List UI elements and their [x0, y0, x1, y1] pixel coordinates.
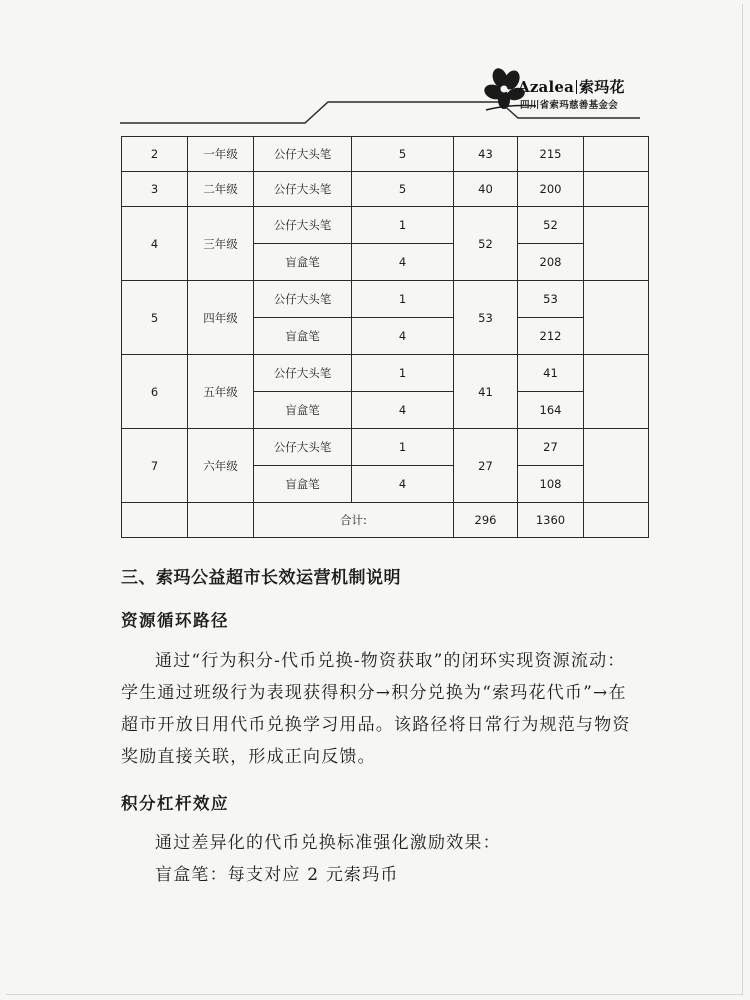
value-cell: 108	[518, 466, 584, 503]
grade-cell: 一年级	[188, 137, 254, 172]
section-heading: 三、索玛公益超市长效运营机制说明	[121, 568, 401, 588]
value-cell: 208	[518, 244, 584, 281]
value-cell: 164	[518, 392, 584, 429]
item-name-cell: 公仔大头笔	[254, 429, 352, 466]
item-name-cell: 公仔大头笔	[254, 355, 352, 392]
subheading-resource-cycle: 资源循环路径	[121, 611, 229, 630]
item-name-cell: 公仔大头笔	[254, 207, 352, 244]
empty-cell	[584, 503, 649, 538]
students-cell: 53	[454, 281, 518, 355]
quantity-cell: 1	[352, 281, 454, 318]
total-label: 合计:	[254, 503, 454, 538]
value-cell: 52	[518, 207, 584, 244]
students-cell: 41	[454, 355, 518, 429]
item-name-cell: 公仔大头笔	[254, 137, 352, 172]
row-number: 5	[122, 281, 188, 355]
paragraph-resource-cycle: 通过“行为积分-代币兑换-物资获取”的闭环实现资源流动：学生通过班级行为表现获得积分→积分兑换为“索玛花代币”→在超市开放日用代币兑换学习用品。该路径将日常行为规范与物资奖励直接关联，形成正向反馈。	[121, 651, 631, 767]
grade-cell: 四年级	[188, 281, 254, 355]
quantity-cell: 1	[352, 207, 454, 244]
table-row	[122, 207, 649, 244]
quantity-cell: 1	[352, 355, 454, 392]
quantity-cell: 5	[352, 137, 454, 172]
value-cell: 41	[518, 355, 584, 392]
item-name-cell: 公仔大头笔	[254, 172, 352, 207]
item-name-cell: 公仔大头笔	[254, 281, 352, 318]
value-cell: 200	[518, 172, 584, 207]
logo-subtitle: 四川省索玛慈善基金会	[520, 100, 619, 111]
quantity-cell: 4	[352, 244, 454, 281]
item-name-cell: 盲盒笔	[254, 392, 352, 429]
table-row	[122, 355, 649, 392]
grade-cell: 五年级	[188, 355, 254, 429]
students-cell: 27	[454, 429, 518, 503]
value-cell: 53	[518, 281, 584, 318]
value-cell: 212	[518, 318, 584, 355]
row-number: 6	[122, 355, 188, 429]
item-name-cell: 盲盒笔	[254, 466, 352, 503]
pen-distribution-table	[121, 136, 649, 538]
note-cell	[584, 429, 649, 503]
quantity-cell: 4	[352, 392, 454, 429]
total-students: 296	[454, 503, 518, 538]
note-cell	[584, 172, 649, 207]
grade-cell: 三年级	[188, 207, 254, 281]
grade-cell: 六年级	[188, 429, 254, 503]
row-number: 2	[122, 137, 188, 172]
students-cell: 52	[454, 207, 518, 281]
row-number: 3	[122, 172, 188, 207]
note-cell	[584, 137, 649, 172]
quantity-cell: 4	[352, 466, 454, 503]
note-cell	[584, 207, 649, 281]
value-cell: 27	[518, 429, 584, 466]
note-cell	[584, 281, 649, 355]
table-row	[122, 172, 649, 207]
students-cell: 40	[454, 172, 518, 207]
logo-title: Azalea 索玛花	[518, 78, 625, 96]
students-cell: 43	[454, 137, 518, 172]
blind-box-pen-rule: 盲盒笔：每支对应 2 元索玛币	[155, 865, 399, 885]
table-row	[122, 137, 649, 172]
table-row	[122, 429, 649, 466]
row-number: 4	[122, 207, 188, 281]
item-name-cell: 盲盒笔	[254, 318, 352, 355]
subheading-points-leverage: 积分杠杆效应	[121, 794, 229, 813]
note-cell	[584, 355, 649, 429]
quantity-cell: 1	[352, 429, 454, 466]
item-name-cell: 盲盒笔	[254, 244, 352, 281]
quantity-cell: 5	[352, 172, 454, 207]
row-number: 7	[122, 429, 188, 503]
quantity-cell: 4	[352, 318, 454, 355]
table-row	[122, 281, 649, 318]
foundation-logo	[478, 64, 648, 120]
total-value: 1360	[518, 503, 584, 538]
total-row	[122, 503, 649, 538]
value-cell: 215	[518, 137, 584, 172]
paragraph-points-leverage: 通过差异化的代币兑换标准强化激励效果：	[155, 833, 501, 853]
grade-cell: 二年级	[188, 172, 254, 207]
empty-cell	[188, 503, 254, 538]
empty-cell	[122, 503, 188, 538]
